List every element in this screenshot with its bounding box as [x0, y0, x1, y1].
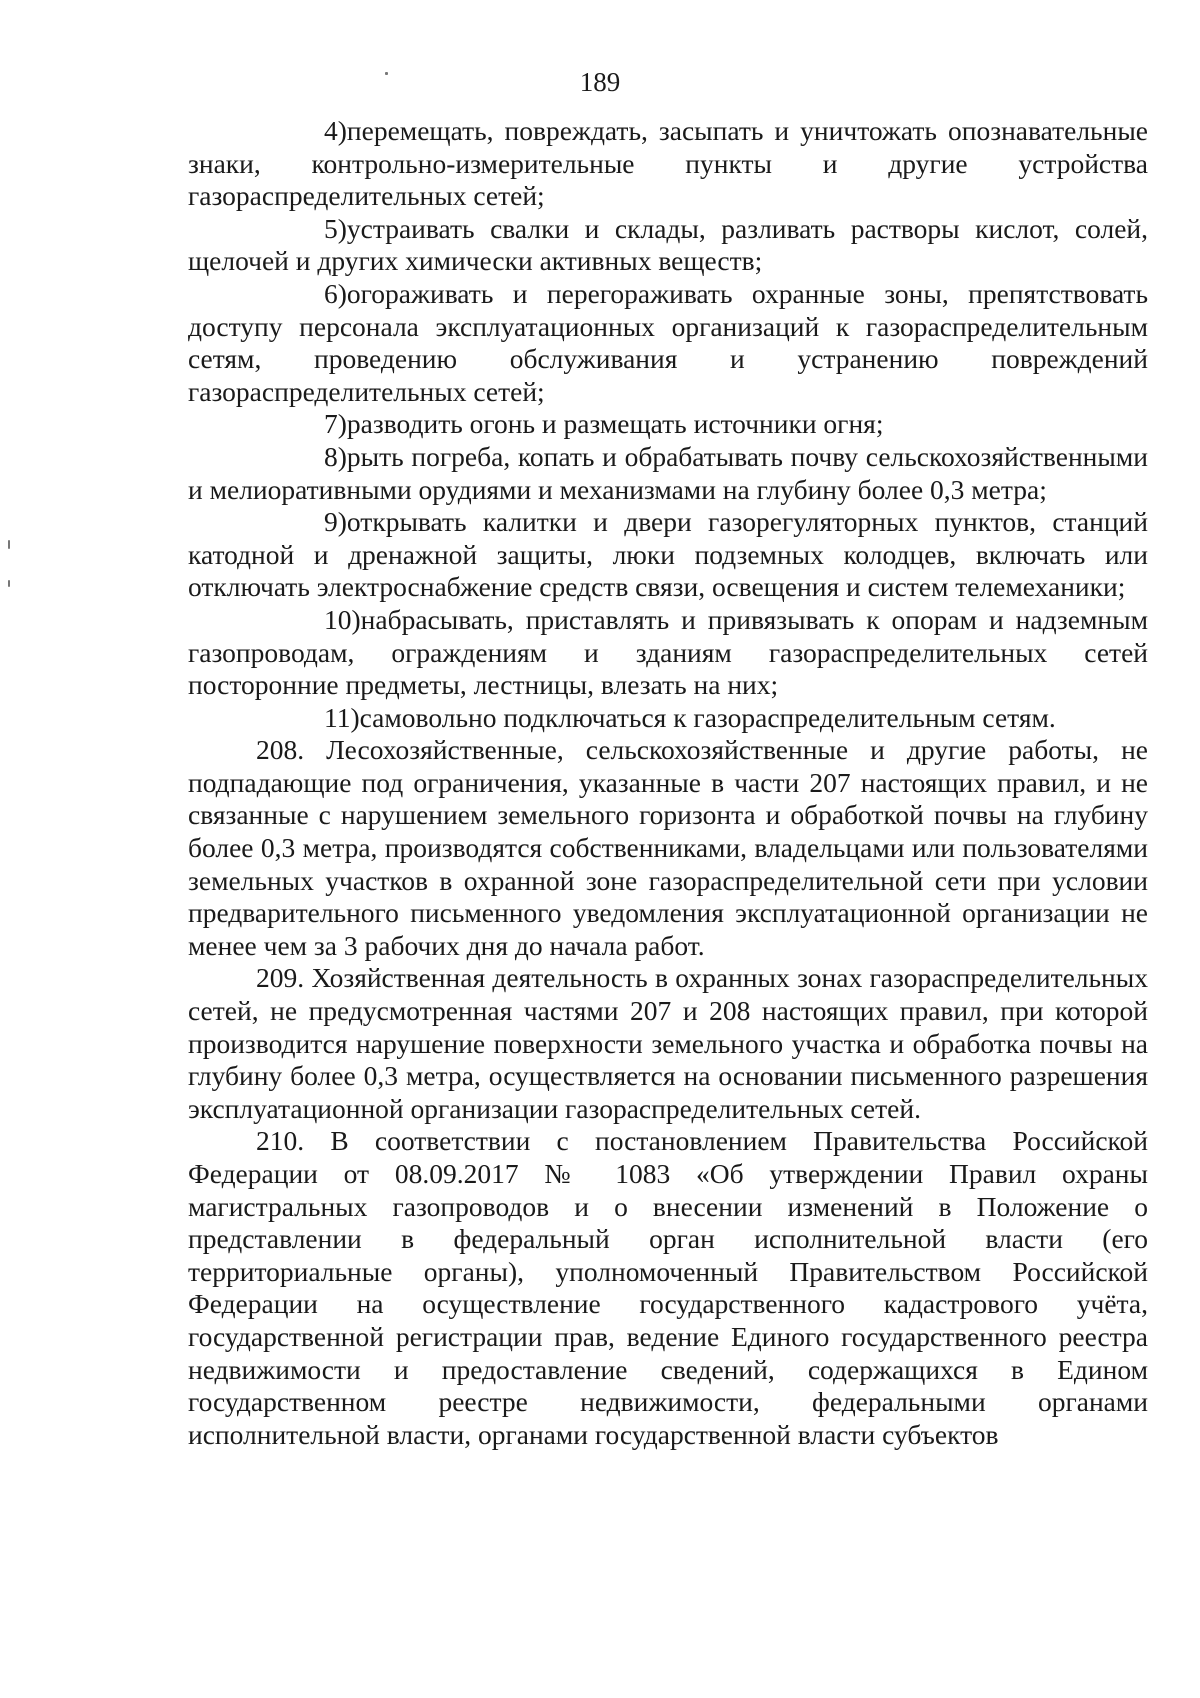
- list-item-text: разводить огонь и размещать источники огня;: [346, 408, 884, 440]
- paragraph-208: 208. Лесохозяйственные, сельскохозяйственные и другие работы, не подпадающие под ограничения, указанные в части 207 настоящих правил, и не связанные с нарушением земельного горизонта и обработкой почвы на глубину более 0,3 метра, производятся собственниками, владельцами или пользователями земельных участков в охранной зоне газораспределительной сети при условии предварительного письменного уведомления эксплуатационной организации не менее чем за 3 рабочих дня до начала работ.: [188, 734, 1148, 961]
- list-item-marker: 8): [324, 440, 347, 472]
- list-item: [188, 441, 1148, 506]
- scan-speck: [8, 580, 10, 587]
- list-item-marker: 5): [324, 212, 347, 244]
- list-item-marker: 10): [324, 603, 361, 635]
- list-item: [188, 115, 1148, 213]
- document-body: [188, 115, 1148, 1451]
- scan-speck: [8, 540, 10, 549]
- list-item-marker: 11): [324, 701, 360, 733]
- list-item-text: устраивать свалки и склады, разливать растворы кислот, солей, щелочей и других химически активных веществ;: [188, 212, 1148, 277]
- list-item-text: набрасывать, приставлять и привязывать к опорам и надземным газопроводам, ограждениям и зданиям газораспределительных сетей посторонние предметы, лестницы, влезать на них;: [188, 603, 1148, 701]
- list-item-marker: 7): [324, 408, 347, 440]
- list-item: [188, 604, 1148, 702]
- list-item: [188, 702, 1148, 735]
- list-item-text: самовольно подключаться к газораспределительным сетям.: [359, 701, 1056, 733]
- list-item-marker: 4): [324, 115, 347, 146]
- list-item-marker: 6): [324, 277, 347, 309]
- list-item-text: открывать калитки и двери газорегуляторных пунктов, станций катодной и дренажной защиты, люки подземных колодцев, включать или отключать электроснабжение средств связи, освещения и систем телемеханики;: [188, 506, 1148, 603]
- paragraph-209: 209. Хозяйственная деятельность в охранных зонах газораспределительных сетей, не предусмотренная частями 207 и 208 настоящих правил, при которой производится нарушение поверхности земельного участка и обработка почвы на глубину более 0,3 метра, осуществляется на основании письменного разрешения эксплуатационной организации газораспределительных сетей.: [188, 962, 1148, 1124]
- list-item-text: рыть погреба, копать и обрабатывать почву сельскохозяйственными и мелиоративными орудиями и механизмами на глубину более 0,3 метра;: [188, 440, 1148, 505]
- list-item: [188, 408, 1148, 441]
- list-item: [188, 506, 1148, 604]
- list-item-text: огораживать и перегораживать охранные зоны, препятствовать доступу персонала эксплуатационных организаций к газораспределительным сетям, проведению обслуживания и устранению повреждений газораспределительных сетей;: [188, 277, 1148, 407]
- page-number: 189: [579, 67, 621, 97]
- list-item-marker: 9): [324, 506, 347, 538]
- list-item-text: перемещать, повреждать, засыпать и уничтожать опознавательные знаки, контрольно-измерительные пункты и другие устройства газораспределительных сетей;: [188, 115, 1148, 212]
- list-item: [188, 213, 1148, 278]
- list-item: [188, 278, 1148, 408]
- paragraph-210: 210. В соответствии с постановлением Правительства Российской Федерации от 08.09.2017 № 1083 «Об утверждении Правил охраны магистральных газопроводов и о внесении изменений в Положение о представлении в федеральный орган исполнительной власти (его территориальные органы), уполномоченный Правительством Российской Федерации на осуществление государственного кадастрового учёта, государственной регистрации прав, ведение Единого государственного реестра недвижимости и предоставление сведений, содержащихся в Едином государственном реестре недвижимости, федеральными органами исполнительной власти, органами государственной власти субъектов: [188, 1125, 1148, 1450]
